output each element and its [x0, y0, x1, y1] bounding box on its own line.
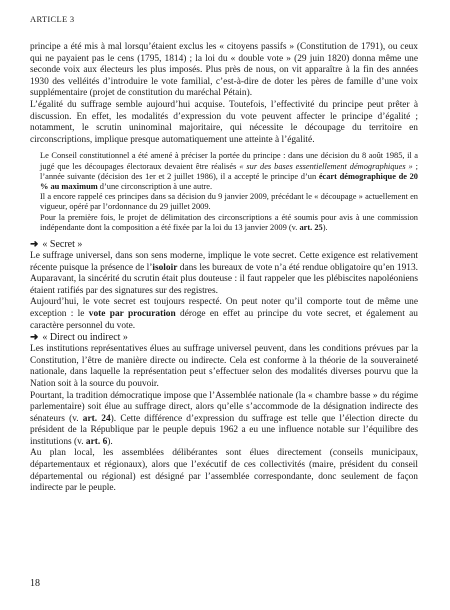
paragraph-text: ).	[107, 436, 113, 447]
article-reference: art. 24	[82, 413, 111, 424]
emphasis: vote par procuration	[88, 308, 176, 319]
running-head: ARTICLE 3	[30, 14, 75, 24]
direct-paragraph-1: Les institutions représentatives élues au suffrage universel peuvent, dans les conditions prévues par la Constitution, l’être de manière directe ou indirecte. Cela est conforme à la théorie de la souveraineté nationale, dans laquelle la représentation peut s’effectuer selon des modalités diverses pourvu que la Nation soit à la source du pouvoir.	[30, 344, 418, 389]
boxed-note	[30, 151, 418, 233]
intro-paragraph-1: principe a été mis à mal lorsqu’étaient exclus les « citoyens passifs » (Constitution de 1791), ou ceux qui ne payaient pas le cens (1795, 1814) ; la loi du « double vote » (29 juin 1820) donna même une seconde voix aux électeurs les plus imposés. Plus près de nous, on vit apparaître à la fin des années 1930 des velléités d’introduire le vote familial, c’est-à-dire de doter les pères de famille d’une voix supplémentaire (projet de constitution du maréchal Pétain).	[30, 42, 418, 99]
direct-paragraph-3: Au plan local, les assemblées délibérantes sont élues directement (conseils municipaux, départementaux et régionaux), alors que l’exécutif de ces collectivités (maire, président du conseil départemental ou régional) est désigné par l’assemblée correspondante, donc seulement de façon indirecte par le peuple.	[30, 448, 418, 494]
section-heading-secret	[30, 239, 418, 251]
section-title: « Direct ou indirect »	[42, 332, 128, 344]
paragraph-text: Pourtant, la tradition démocratique impose que l’Assemblée nationale (la « chambre basse » du régime parlementaire) soit élue au suffrage direct, alors qu’elle s’accommode de la désignation indirecte des sénateurs (v.	[30, 390, 418, 424]
note-paragraph-3	[40, 213, 418, 233]
paragraph-text: déroge en effet au principe du vote secret, et également au caractère personnel du vote.	[30, 308, 418, 331]
note-text: d’une circonscription à une autre.	[97, 181, 213, 191]
arrow-icon: ➜	[30, 238, 39, 250]
note-text: Pour la première fois, le projet de délimitation des circonscriptions a été soumis pour avis à une commission indépendante dont la composition a été fixée par la loi du 13 janvier 2009 (v.	[40, 212, 418, 232]
note-text: ).	[322, 222, 328, 232]
note-text: ; l’année suivante (décision des 1er et 2 juillet 1986), il a accepté le principe d’un	[40, 161, 418, 181]
page-number: 18	[30, 578, 40, 589]
paragraph-text: Le suffrage universel, dans son sens moderne, implique le vote secret. Cette exigence est relativement récente puisque la présence de l’	[30, 250, 418, 273]
secret-paragraph-1	[30, 251, 418, 297]
paragraph-text: dans les bureaux de vote n’a été rendue obligatoire qu’en 1913. Auparavant, la sincérité du scrutin était plus douteuse : il faut rappeler que les plébiscites napoléoniens étaient ratifiés par des signatures sur des registres.	[30, 262, 418, 296]
direct-paragraph-2	[30, 391, 418, 449]
emphasis: isoloir	[152, 262, 178, 273]
note-paragraph-2: Il a encore rappelé ces principes dans sa décision du 9 janvier 2009, précédant le « découpage » actuellement en vigueur, opéré par l’ordonnance du 29 juillet 2009.	[40, 192, 418, 212]
secret-paragraph-2	[30, 297, 418, 332]
note-text: Le Conseil constitutionnel a été amené à préciser la portée du principe : dans une décision du 8 août 1985, il a jugé que les découpages électoraux devaient être réalisés	[40, 151, 418, 171]
arrow-icon: ➜	[30, 332, 39, 344]
note-emphasis: écart démographique de 20 % au maximum	[40, 171, 418, 191]
article-reference: art. 6	[85, 436, 108, 447]
note-quote: « sur des bases essentiellement démographiques »	[239, 161, 413, 171]
body-text	[30, 42, 418, 495]
section-title: « Secret »	[42, 238, 83, 250]
article-reference: art. 25	[299, 222, 323, 232]
paragraph-text: ). Cette différence d’expression du suffrage est telle que l’élection directe du président de la République par le peuple depuis 1962 a eu une influence notable sur l’équilibre des institutions (v.	[30, 413, 418, 447]
section-heading-direct	[30, 332, 418, 344]
note-paragraph-1	[40, 151, 418, 192]
paragraph-text: Aujourd’hui, le vote secret est toujours respecté. On peut noter qu’il comporte tout de même une exception : le	[30, 297, 418, 319]
intro-paragraph-2: L’égalité du suffrage semble aujourd’hui acquise. Toutefois, l’effectivité du principe peut prêter à discussion. En effet, les modalités d’expression du vote peuvent affecter le principe d’égalité ; notamment, le scrutin uninominal majoritaire, qui nécessite le découpage du territoire en circonscriptions, implique presque automatiquement une atteinte à l’égalité.	[30, 99, 418, 145]
